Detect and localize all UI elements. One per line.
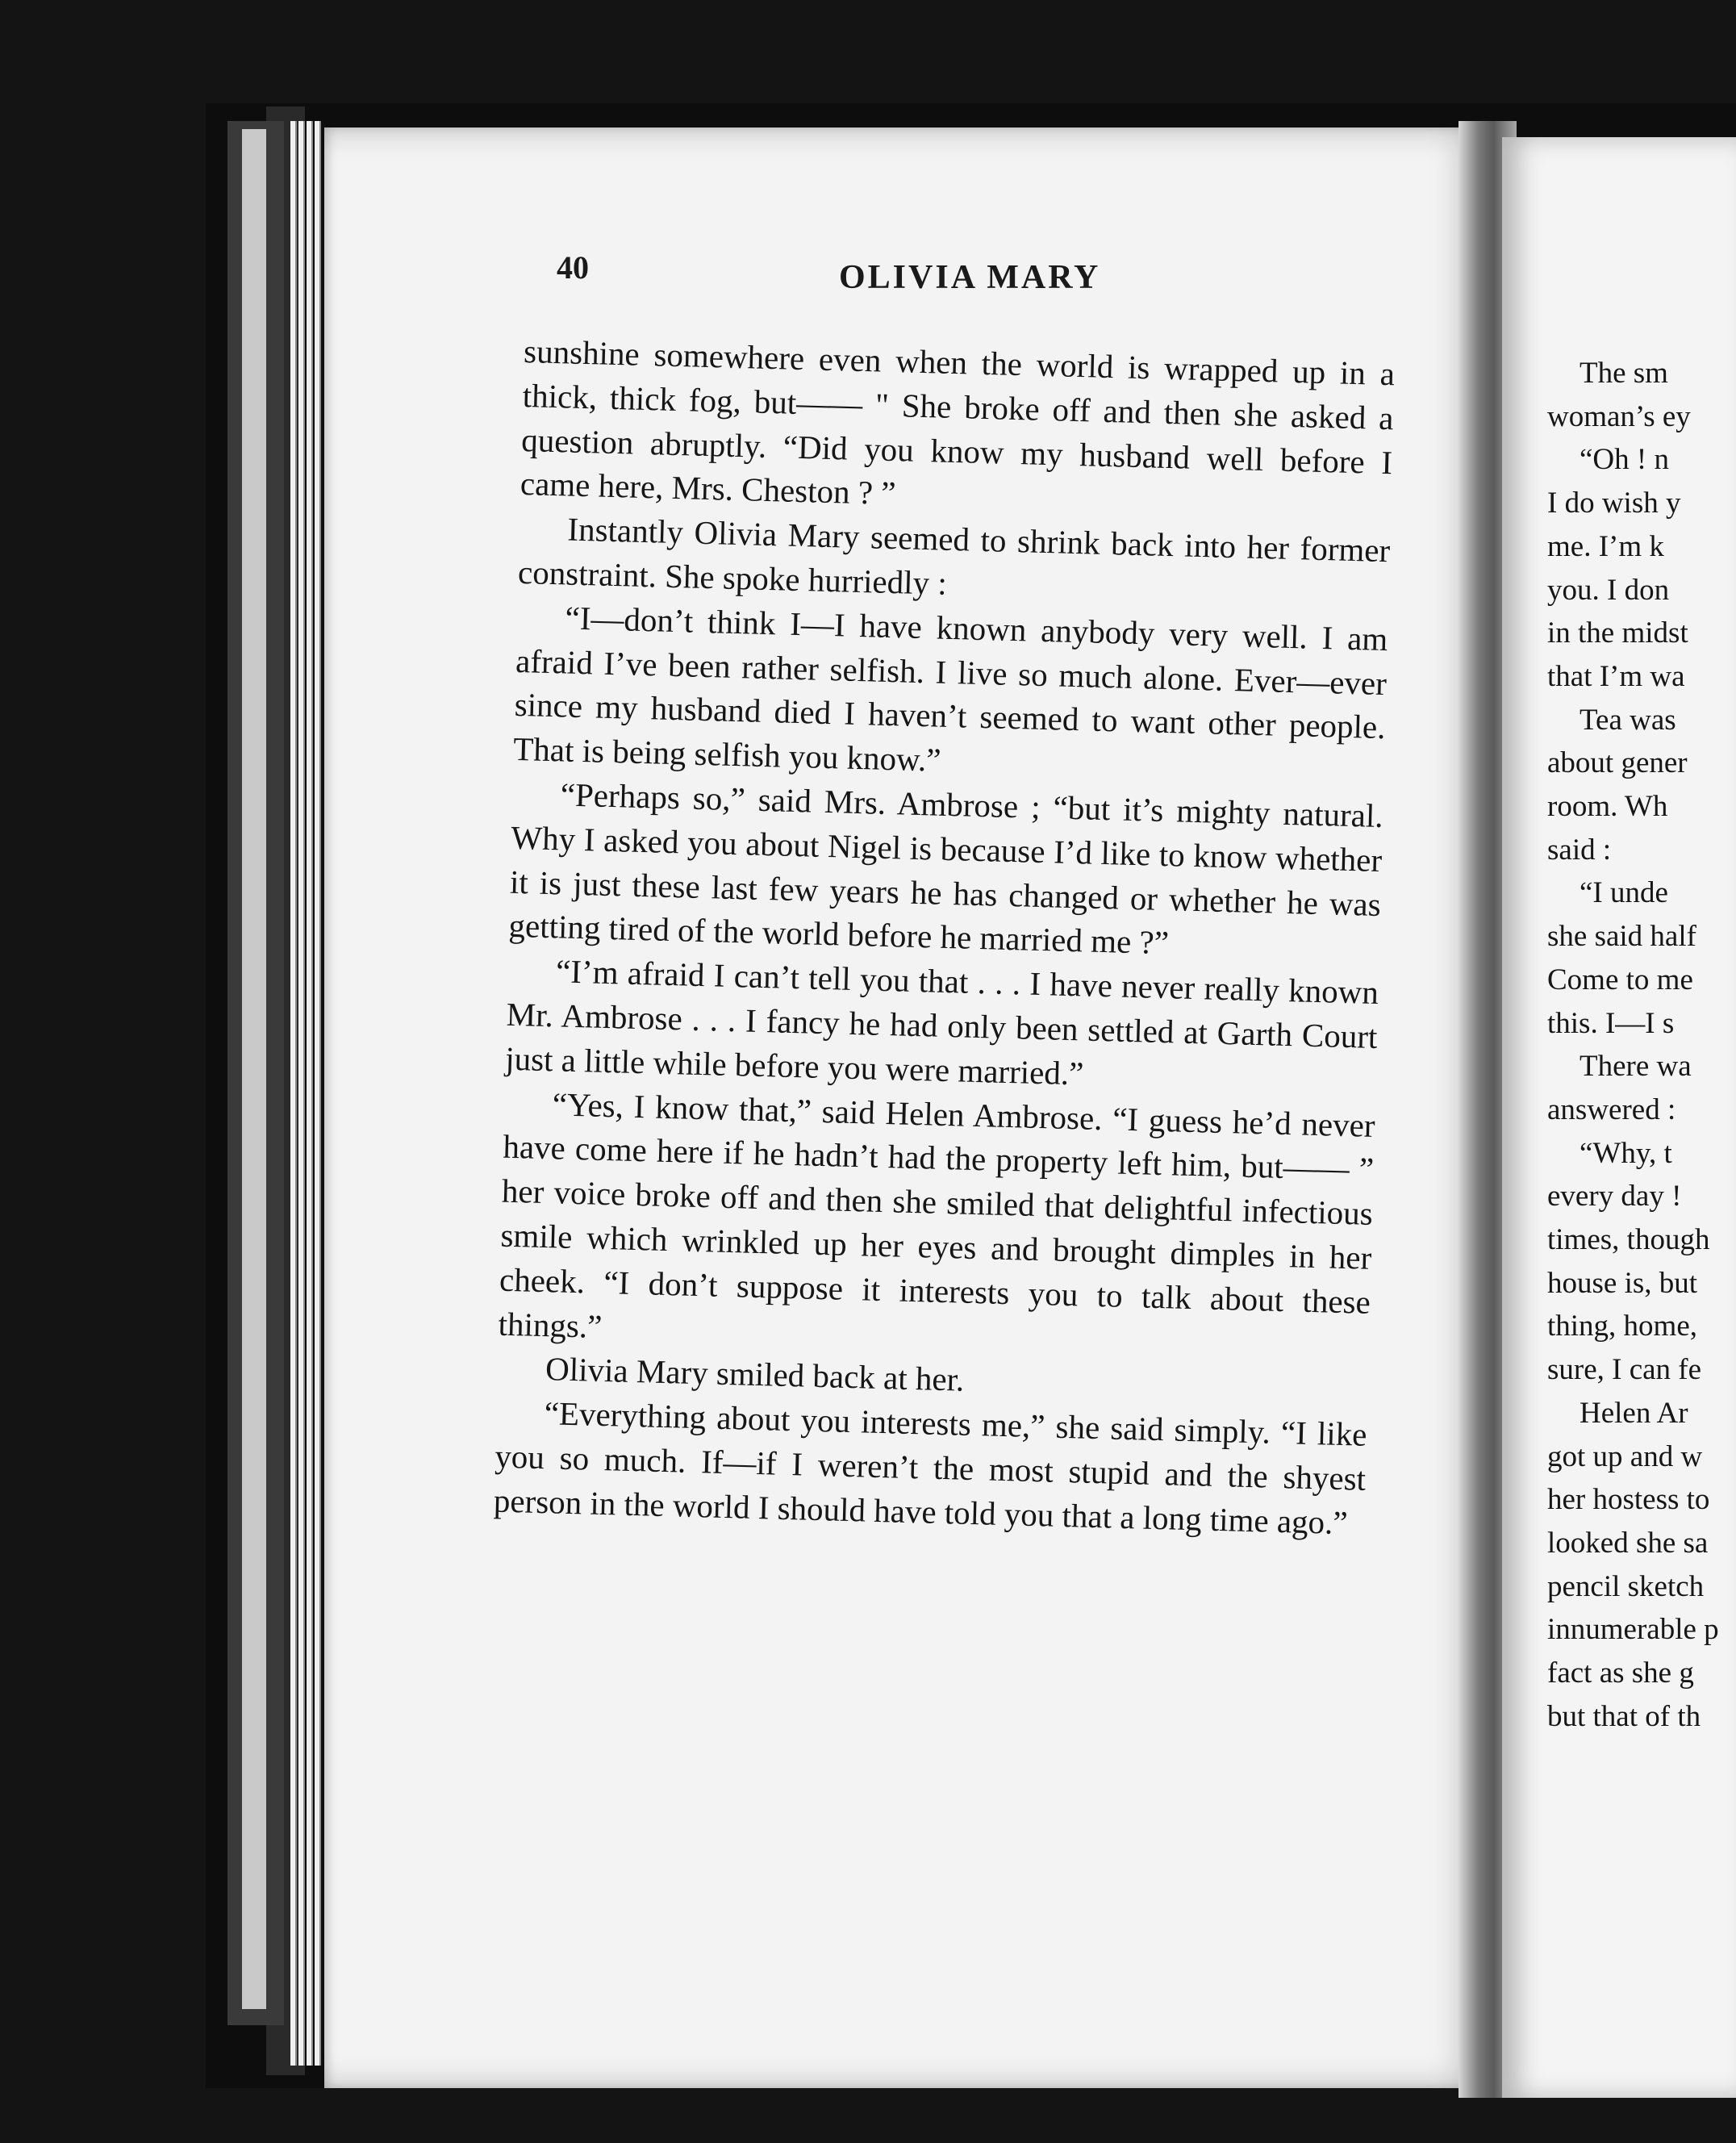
paragraph: “I’m afraid I can’t tell you that . . . I have never really known Mr. Ambrose . . . I fancy he had only been settled at Garth Court just a little while before you were married.” [504,952,1379,1092]
text-line: “I unde [1580,876,1668,910]
text-line: she said half [1547,920,1696,954]
text-line: “Why, t [1580,1136,1672,1170]
text-line: that I’m wa [1547,659,1685,693]
text-line: There wa [1580,1050,1692,1084]
paragraph: “Perhaps so,” said Mrs. Ambrose ; “but it’s mighty natural. Why I asked you about Nigel is because I’d like to know whether it is just these last few years he has changed or whether he was getting tired of the world before he married me ?” [508,775,1384,962]
page-block-edge [242,129,266,2009]
text-line: this. I—I s [1547,1006,1675,1040]
paragraph: “Yes, I know that,” said Helen Ambrose. “I guess he’d never have come here if he hadn’t had the property left him, but—— ” her voice broke off and then she smiled that delightful infectious smile which wrinkled up her eyes and brought dimples in her cheek. “I don’t suppose it interests you to talk about these things.” [498,1084,1376,1345]
paragraph: sunshine somewhere even when the world is wrapped up in a thick, thick fog, but—— " She broke off and then she asked a question abruptly. “Did you know my husband well before I came here, Mrs. Cheston ? ” [520,332,1396,512]
text-line: I do wish y [1547,487,1681,520]
text-line: The sm [1580,357,1668,390]
text-line: Come to me [1547,963,1693,996]
page-leaf-edge [307,121,313,2066]
text-line: sure, I can fe [1547,1353,1702,1387]
body-text [493,329,1395,1545]
text-line: about gener [1547,746,1688,780]
text-line: fact as she g [1547,1656,1694,1690]
running-title: OLIVIA MARY [839,259,1101,296]
text-line: her hostess to [1547,1483,1710,1517]
text-line: “Oh ! n [1580,443,1669,477]
paragraph: “I—don’t think I—I have known anybody very well. I am afraid I’ve been rather selfish. I live so much alone. Ever—ever since my husband died I haven’t seemed to want other people. That is being selfish you know.” [512,599,1388,779]
text-line: house is, but [1547,1266,1698,1300]
text-line: answered : [1547,1092,1676,1126]
paragraph: Instantly Olivia Mary seemed to shrink back into her former constraint. She spoke hurriedly : [517,510,1391,602]
page-number: 40 [557,249,589,286]
text-line: looked she sa [1547,1526,1709,1560]
text-line: Helen Ar [1580,1396,1688,1430]
page-leaf-edge [315,121,321,2066]
page-leaf-edge [298,121,305,2066]
text-line: Tea was [1580,703,1676,737]
text-line: but that of th [1547,1699,1701,1733]
text-line: woman’s ey [1547,399,1691,433]
right-page-text [1547,352,1736,1739]
text-line: in the midst [1547,616,1688,650]
text-line: me. I’m k [1547,529,1664,563]
text-line: innumerable p [1547,1613,1719,1647]
text-line: said : [1547,833,1612,867]
text-line: got up and w [1547,1439,1703,1473]
text-line: room. Wh [1547,790,1668,824]
text-line: pencil sketch [1547,1569,1705,1603]
text-line: times, though [1547,1223,1710,1257]
paragraph: “Everything about you interests me,” she said simply. “I like you so much. If—if I weren’t the most stupid and the shyest person in the world I should have told you that a long time ago.” [493,1394,1368,1541]
page-leaf-edge [290,121,297,2066]
text-line: every day ! [1547,1180,1682,1214]
text-line: you. I don [1547,573,1670,607]
paragraph: Olivia Mary smiled back at her. [545,1350,965,1399]
text-line: thing, home, [1547,1310,1698,1343]
